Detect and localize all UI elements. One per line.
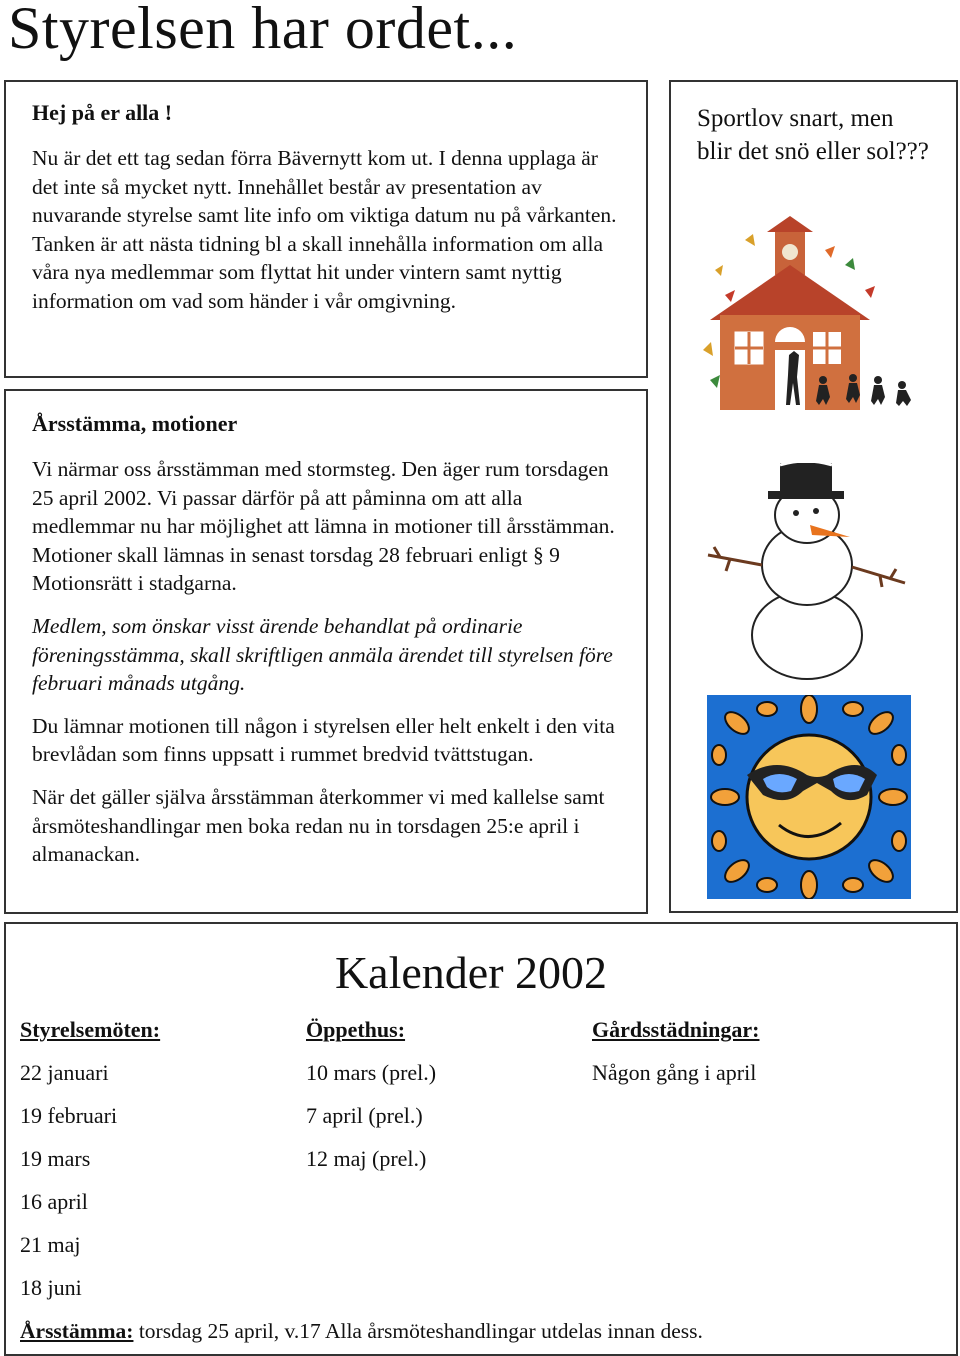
calendar-column-oppethus xyxy=(306,1017,436,1188)
list-item: 19 februari xyxy=(20,1103,118,1128)
calendar-column-styrelsemoten xyxy=(20,1017,160,1317)
list-item: 16 april xyxy=(20,1189,88,1214)
list-item: 19 mars xyxy=(20,1146,91,1171)
intro-greeting: Hej på er alla ! xyxy=(32,100,173,125)
list-item: 7 april (prel.) xyxy=(306,1103,423,1128)
list-item: 18 juni xyxy=(20,1275,82,1300)
sidebar-text: Sportlov snart, men blir det snö eller sol??? xyxy=(697,105,929,165)
arsstamma-paragraph-2: Medlem, som önskar visst ärende behandlat på ordinarie föreningsstämma, skall skriftligen anmäla ärendet till styrelsen före februari månads utgång. xyxy=(32,613,613,696)
list-item: Någon gång i april xyxy=(592,1060,757,1085)
arsstamma-heading: Årsstämma, motioner xyxy=(32,411,238,436)
calendar-title: Kalender 2002 xyxy=(334,947,608,998)
calendar-box xyxy=(4,922,958,1356)
snowman-clipart xyxy=(700,455,915,680)
calendar-footer xyxy=(20,1319,703,1344)
list-item: 10 mars (prel.) xyxy=(306,1060,437,1085)
intro-text: Nu är det ett tag sedan förra Bävernytt kom ut. I denna upplaga är det inte så mycket nytt. Innehållet består av presentation av nuvarande styrelse samt lite info om viktiga datum nu på vårkanten. Tanken är att nästa tidning bl a skall innehålla information om alla våra nya medlemmar som flyttat hit under vintern samt nyttig information om vad som händer i vår omgivning. xyxy=(32,146,617,313)
list-item: 12 maj (prel.) xyxy=(306,1146,427,1171)
arsstamma-box xyxy=(4,389,648,914)
intro-box xyxy=(4,80,648,378)
list-item: 22 januari xyxy=(20,1060,109,1085)
schoolhouse-clipart xyxy=(695,210,925,420)
column-heading: Öppethus: xyxy=(306,1017,406,1042)
page-title: Styrelsen har ordet... xyxy=(8,0,518,61)
arsstamma-paragraph-1: Vi närmar oss årsstämman med stormsteg. Den äger rum torsdagen 25 april 2002. Vi passar därför på att påminna om att alla medlemmar nu har möjlighet att lämna in motioner till årsstämman. Motioner skall lämnas in senast torsdag 28 februari enligt § 9 Motionsrätt i stadgarna. xyxy=(32,457,615,596)
footer-text: torsdag 25 april, v.17 Alla årsmöteshandlingar utdelas innan dess. xyxy=(133,1319,703,1343)
footer-label: Årsstämma: xyxy=(20,1319,134,1343)
arsstamma-paragraph-4: När det gäller själva årsstämman återkommer vi med kallelse samt årsmöteshandlingar men boka redan nu in torsdagen 25:e april i almanackan. xyxy=(32,784,605,867)
calendar-column-gardsstadningar xyxy=(592,1017,759,1102)
arsstamma-paragraph-3: Du lämnar motionen till någon i styrelsen eller helt enkelt i den vita brevlådan som finns uppsatt i rummet bredvid tvättstugan. xyxy=(32,713,615,767)
sun-with-sunglasses-clipart xyxy=(707,695,911,899)
column-heading: Gårdsstädningar: xyxy=(592,1017,760,1042)
list-item: 21 maj xyxy=(20,1232,81,1257)
column-heading: Styrelsemöten: xyxy=(20,1017,161,1042)
